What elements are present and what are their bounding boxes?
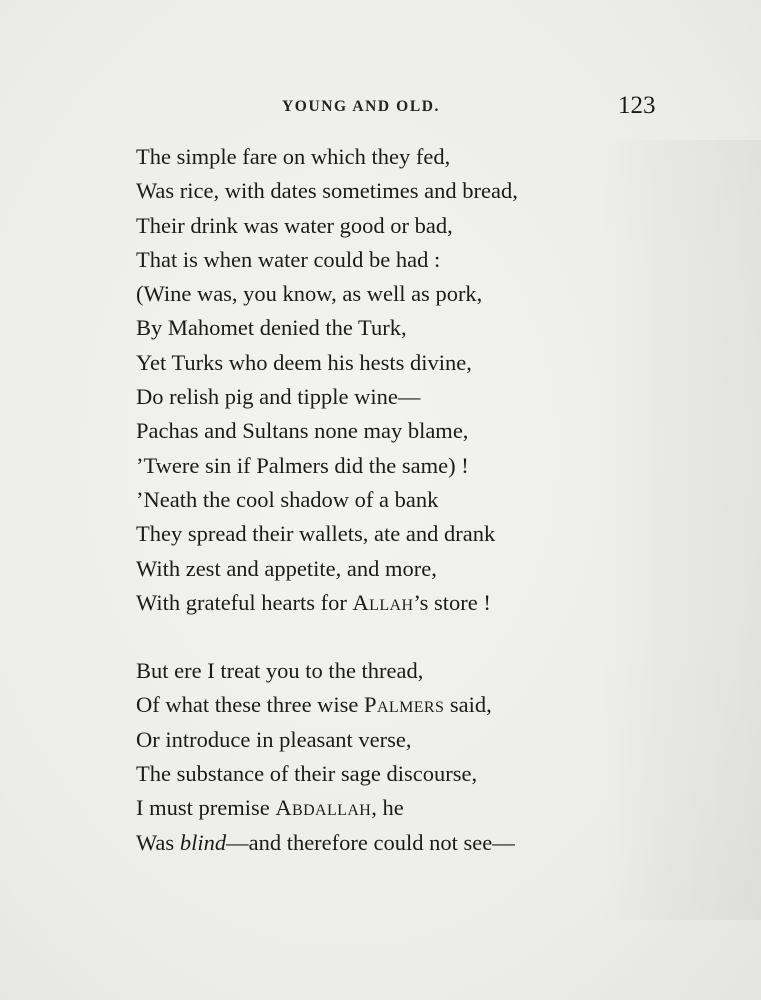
small-caps-name: Palmers — [364, 692, 445, 718]
line-text: said, — [444, 692, 492, 718]
line-text: Was — [136, 829, 180, 855]
running-head — [0, 92, 761, 122]
verse-line: (Wine was, you know, as well as pork, — [136, 281, 483, 307]
page-number: 123 — [618, 92, 656, 119]
verse-line: ’Neath the cool shadow of a bank — [136, 486, 439, 512]
verse-line: Or introduce in pleasant verse, — [136, 726, 412, 752]
italic-word: blind — [179, 829, 227, 855]
small-caps-name: Abdallah — [275, 795, 372, 821]
verse-line: The simple fare on which they fed, — [136, 144, 451, 169]
stanza-1 — [136, 140, 636, 620]
verse-line: Was rice, with dates sometimes and bread, — [136, 178, 518, 204]
line-text: Of what these three wise — [136, 692, 365, 718]
verse-line — [136, 586, 636, 620]
verse-line: By Mahomet denied the Turk, — [136, 315, 407, 341]
line-text: , he — [371, 795, 404, 821]
verse-line — [136, 826, 636, 860]
verse-line — [136, 688, 636, 722]
verse-line: Do relish pig and tipple wine— — [136, 384, 421, 410]
poem-text — [136, 140, 636, 860]
verse-line: That is when water could be had : — [136, 246, 441, 272]
line-text: —and therefore could not see— — [226, 829, 515, 855]
verse-line: Yet Turks who deem his hests divine, — [136, 349, 472, 375]
verse-line: ’Twere sin if Palmers did the same) ! — [136, 452, 469, 478]
running-title: YOUNG AND OLD. — [282, 98, 441, 115]
verse-line: Pachas and Sultans none may blame, — [136, 418, 469, 444]
stanza-2 — [136, 654, 636, 860]
verse-line: They spread their wallets, ate and drank — [136, 521, 496, 547]
verse-line: With zest and appetite, and more, — [136, 555, 437, 581]
line-text: ’s store ! — [413, 589, 491, 615]
verse-line — [136, 791, 636, 825]
small-caps-name: Allah — [352, 589, 414, 615]
line-text: I must premise — [136, 795, 276, 821]
verse-line: But ere I treat you to the thread, — [136, 658, 424, 684]
verse-line: Their drink was water good or bad, — [136, 212, 453, 238]
line-text: With grateful hearts for — [136, 589, 353, 615]
verse-line: The substance of their sage discourse, — [136, 761, 478, 787]
